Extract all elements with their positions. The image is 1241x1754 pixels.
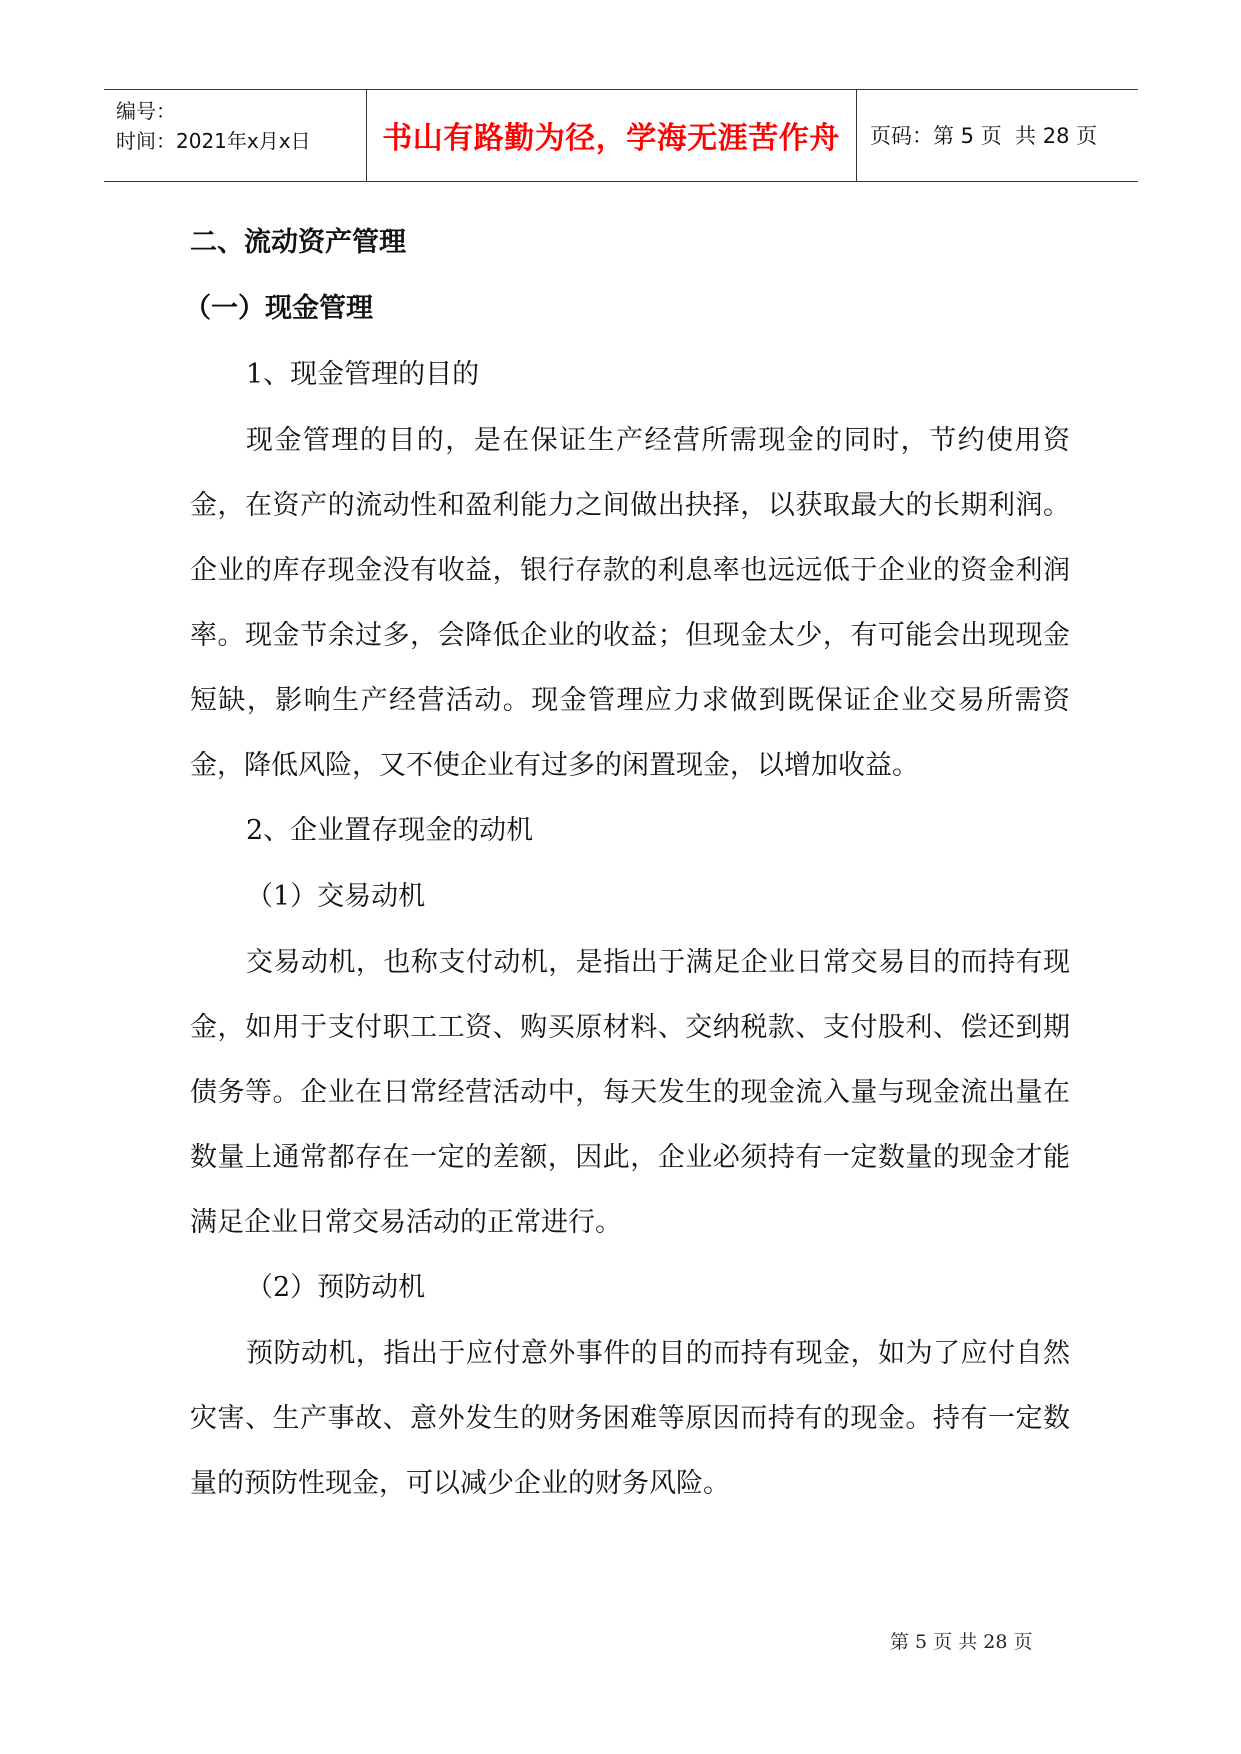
heading-cash-management-purpose: 1、现金管理的目的 [246,359,480,390]
heading-transaction-motive: （1）交易动机 [246,881,426,912]
paragraph-cash-management-purpose: 现金管理的目的，是在保证生产经营所需现金的同时，节约使用资金，在资产的流动性和盈利能力之间做出抉择，以获取最大的长期利润。企业的库存现金没有收益，银行存款的利息率也远远低于企业的资金利润率。现金节余过多，会降低企业的收益；但现金太少，有可能会出现现金短缺，影响生产经营活动。现金管理应力求做到既保证企业交易所需资金，降低风险，又不使企业有过多的闲置现金，以增加收益。 [190,425,1070,781]
heading-cash-holding-motives: 2、企业置存现金的动机 [246,815,534,846]
paragraph-transaction-motive: 交易动机，也称支付动机，是指出于满足企业日常交易目的而持有现金，如用于支付职工工资、购买原材料、交纳税款、支付股利、偿还到期债务等。企业在日常经营活动中，每天发生的现金流入量与现金流出量在数量上通常都存在一定的差额，因此，企业必须持有一定数量的现金才能满足企业日常交易活动的正常进行。 [190,947,1070,1238]
document-number-label: 编号： [116,99,176,123]
document-body [184,210,1070,1516]
paragraph-precautionary-motive: 预防动机，指出于应付意外事件的目的而持有现金，如为了应付自然灾害、生产事故、意外发生的财务困难等原因而持有的现金。持有一定数量的预防性现金，可以减少企业的财务风险。 [190,1338,1070,1499]
header-motto: 书山有路勤为径，学海无涯苦作舟 [382,121,840,156]
subsection-title: （一）现金管理 [184,293,373,324]
section-title: 二、流动资产管理 [190,227,406,258]
header-page-number: 页码：第 5 页 共 28 页 [870,124,1098,148]
page-footer: 第 5 页 共 28 页 [890,1631,1033,1653]
document-time-label: 时间：2021年x月x日 [116,129,311,153]
header-divider-right [856,90,857,181]
header-meta [116,96,311,156]
heading-precautionary-motive: （2）预防动机 [246,1272,426,1303]
page-header [104,89,1138,182]
